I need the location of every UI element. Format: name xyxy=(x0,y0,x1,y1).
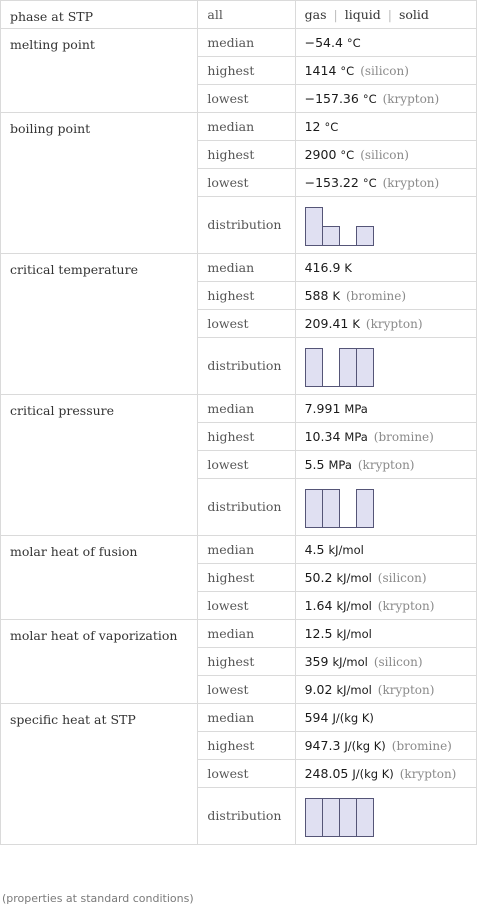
property-name: melting point xyxy=(10,37,95,52)
stat-value-cell xyxy=(295,732,476,760)
histogram-svg xyxy=(305,798,375,838)
stat-value: 10.34 xyxy=(304,429,341,444)
stat-unit: kJ/mol xyxy=(332,655,368,669)
stat-label: median xyxy=(207,260,255,275)
stat-value-cell xyxy=(295,592,476,620)
stat-value-cell xyxy=(295,282,476,310)
stat-value: 416.9 xyxy=(304,260,341,275)
stat-value-cell xyxy=(295,536,476,564)
stat-note: (krypton) xyxy=(365,317,423,331)
stat-note: (krypton) xyxy=(377,683,435,697)
property-name: molar heat of fusion xyxy=(10,544,138,559)
stat-label-cell xyxy=(198,197,295,254)
stat-note: (krypton) xyxy=(377,599,435,613)
property-name-cell xyxy=(1,704,198,845)
stat-value: 50.2 xyxy=(304,570,333,585)
histogram-bar xyxy=(305,208,322,246)
stat-unit: °C xyxy=(324,120,339,134)
stat-unit: K xyxy=(332,289,340,303)
stat-value-cell xyxy=(295,395,476,423)
stat-label: distribution xyxy=(207,217,282,232)
table-row xyxy=(1,620,477,648)
stat-note: (krypton) xyxy=(357,458,415,472)
stat-value: 5.5 xyxy=(304,457,325,472)
stat-unit: J/(kg K) xyxy=(344,739,386,753)
stat-value-cell xyxy=(295,760,476,788)
histogram-bar xyxy=(339,349,356,387)
histogram-svg xyxy=(305,348,375,388)
stat-label: lowest xyxy=(207,316,249,331)
histogram-svg xyxy=(305,207,375,247)
property-name: specific heat at STP xyxy=(10,712,136,727)
stat-label-cell xyxy=(198,760,295,788)
stat-unit: °C xyxy=(346,36,361,50)
stat-label: highest xyxy=(207,654,255,669)
property-name: boiling point xyxy=(10,121,91,136)
stat-label-cell xyxy=(198,282,295,310)
distribution-histogram xyxy=(305,348,467,388)
stat-label-cell xyxy=(198,479,295,536)
stat-label-cell xyxy=(198,564,295,592)
stat-label: lowest xyxy=(207,457,249,472)
stat-label: median xyxy=(207,542,255,557)
stat-note: (bromine) xyxy=(373,430,434,444)
stat-value: 248.05 xyxy=(304,766,349,781)
stat-label-cell xyxy=(198,254,295,282)
header-phases-cell xyxy=(295,1,476,29)
footnote: (properties at standard conditions) xyxy=(2,892,194,905)
stat-value-cell xyxy=(295,57,476,85)
histogram-cell xyxy=(295,197,476,254)
stat-unit: kJ/mol xyxy=(336,599,372,613)
stat-unit: kJ/mol xyxy=(336,683,372,697)
stat-value: 1414 xyxy=(304,63,337,78)
stat-label: distribution xyxy=(207,499,282,514)
stat-unit: K xyxy=(344,261,352,275)
stat-label-cell xyxy=(198,592,295,620)
stat-unit: °C xyxy=(340,148,355,162)
stat-value: −157.36 xyxy=(304,91,359,106)
stat-label-cell xyxy=(198,423,295,451)
stat-unit: J/(kg K) xyxy=(352,767,394,781)
stat-value: 1.64 xyxy=(304,598,333,613)
stat-unit: MPa xyxy=(344,402,368,416)
stat-label-cell xyxy=(198,310,295,338)
stat-value: 209.41 xyxy=(304,316,349,331)
property-name: critical temperature xyxy=(10,262,138,277)
histogram-bar xyxy=(356,227,373,246)
stat-value: 12.5 xyxy=(304,626,333,641)
stat-label-cell xyxy=(198,536,295,564)
histogram-bar xyxy=(322,227,339,246)
stat-note: (silicon) xyxy=(360,148,409,162)
stat-label: median xyxy=(207,401,255,416)
stat-label-cell xyxy=(198,704,295,732)
stat-value: 7.991 xyxy=(304,401,341,416)
header-all-cell xyxy=(198,1,295,29)
table-row xyxy=(1,536,477,564)
stat-note: (bromine) xyxy=(391,739,452,753)
histogram-bar xyxy=(356,490,373,528)
stat-value-cell xyxy=(295,113,476,141)
stat-note: (silicon) xyxy=(360,64,409,78)
histogram-bar xyxy=(305,799,322,837)
stat-label: highest xyxy=(207,63,255,78)
stat-value-cell xyxy=(295,141,476,169)
stat-label-cell xyxy=(198,85,295,113)
stat-value-cell xyxy=(295,564,476,592)
histogram-cell xyxy=(295,479,476,536)
stat-value: 588 xyxy=(304,288,329,303)
stat-value: 594 xyxy=(304,710,329,725)
stat-value: 947.3 xyxy=(304,738,341,753)
stat-unit: °C xyxy=(340,64,355,78)
stat-value-cell xyxy=(295,169,476,197)
phase-solid: solid xyxy=(398,7,429,22)
stat-value-cell xyxy=(295,254,476,282)
stat-value: 359 xyxy=(304,654,329,669)
stat-label-cell xyxy=(198,732,295,760)
stat-value: 9.02 xyxy=(304,682,333,697)
distribution-histogram xyxy=(305,207,467,247)
stat-unit: kJ/mol xyxy=(328,543,364,557)
stat-value-cell xyxy=(295,704,476,732)
header-phase-label: phase at STP xyxy=(10,9,94,24)
stat-value: −153.22 xyxy=(304,175,359,190)
stat-note: (bromine) xyxy=(346,289,407,303)
stat-note: (krypton) xyxy=(399,767,457,781)
stat-unit: MPa xyxy=(344,430,368,444)
stat-label: lowest xyxy=(207,91,249,106)
property-name-cell xyxy=(1,113,198,254)
stat-label-cell xyxy=(198,395,295,423)
property-name-cell xyxy=(1,29,198,113)
stat-label-cell xyxy=(198,676,295,704)
stat-note: (silicon) xyxy=(373,655,423,669)
stat-label-cell xyxy=(198,169,295,197)
distribution-histogram xyxy=(305,489,467,529)
property-name: critical pressure xyxy=(10,403,115,418)
stat-note: (krypton) xyxy=(382,176,440,190)
histogram-bar xyxy=(322,799,339,837)
stat-value: −54.4 xyxy=(304,35,343,50)
stat-label: lowest xyxy=(207,766,249,781)
table-row xyxy=(1,113,477,141)
stat-label: highest xyxy=(207,738,255,753)
histogram-bar xyxy=(356,349,373,387)
property-name: molar heat of vaporization xyxy=(10,628,178,643)
stat-label: highest xyxy=(207,288,255,303)
stat-label: highest xyxy=(207,147,255,162)
stat-label: distribution xyxy=(207,808,282,823)
phase-separator: | xyxy=(387,7,392,22)
stat-value-cell xyxy=(295,29,476,57)
histogram-cell xyxy=(295,788,476,845)
stat-unit: K xyxy=(352,317,360,331)
stat-value-cell xyxy=(295,310,476,338)
stat-label: median xyxy=(207,710,255,725)
stat-label-cell xyxy=(198,788,295,845)
stat-label: highest xyxy=(207,570,255,585)
histogram-bar xyxy=(305,349,322,387)
histogram-bar xyxy=(356,799,373,837)
stat-label: median xyxy=(207,35,255,50)
stat-label: lowest xyxy=(207,598,249,613)
stat-unit: MPa xyxy=(328,458,352,472)
table-row xyxy=(1,254,477,282)
table-row xyxy=(1,704,477,732)
stat-value-cell xyxy=(295,676,476,704)
property-name-cell xyxy=(1,395,198,536)
stat-label: median xyxy=(207,626,255,641)
phase-gas: gas xyxy=(304,7,327,22)
header-phase-cell xyxy=(1,1,198,29)
stat-unit: °C xyxy=(362,92,377,106)
stat-value: 12 xyxy=(304,119,321,134)
stat-note: (silicon) xyxy=(377,571,427,585)
phase-separator: | xyxy=(333,7,338,22)
stat-unit: kJ/mol xyxy=(336,571,372,585)
stat-unit: kJ/mol xyxy=(336,627,372,641)
property-name-cell xyxy=(1,536,198,620)
property-name-cell xyxy=(1,254,198,395)
stat-value-cell xyxy=(295,620,476,648)
stat-label-cell xyxy=(198,57,295,85)
histogram-bar xyxy=(339,799,356,837)
phase-liquid: liquid xyxy=(344,7,381,22)
stat-value: 4.5 xyxy=(304,542,325,557)
stat-value-cell xyxy=(295,451,476,479)
stat-label: distribution xyxy=(207,358,282,373)
stat-value-cell xyxy=(295,648,476,676)
distribution-histogram xyxy=(305,798,467,838)
stat-label-cell xyxy=(198,113,295,141)
stat-label: lowest xyxy=(207,682,249,697)
stat-label: lowest xyxy=(207,175,249,190)
header-all-label: all xyxy=(207,7,223,22)
stat-value-cell xyxy=(295,423,476,451)
stat-label-cell xyxy=(198,141,295,169)
stat-label-cell xyxy=(198,338,295,395)
table-row xyxy=(1,29,477,57)
stat-label: median xyxy=(207,119,255,134)
stat-value-cell xyxy=(295,85,476,113)
table-header-row xyxy=(1,1,477,29)
stat-value: 2900 xyxy=(304,147,337,162)
stat-label: highest xyxy=(207,429,255,444)
histogram-cell xyxy=(295,338,476,395)
histogram-bar xyxy=(322,490,339,528)
stat-label-cell xyxy=(198,648,295,676)
histogram-bar xyxy=(305,490,322,528)
table-row xyxy=(1,395,477,423)
histogram-svg xyxy=(305,489,375,529)
stat-note: (krypton) xyxy=(382,92,440,106)
stat-unit: J/(kg K) xyxy=(332,711,374,725)
property-name-cell xyxy=(1,620,198,704)
stat-label-cell xyxy=(198,620,295,648)
stat-unit: °C xyxy=(362,176,377,190)
stat-label-cell xyxy=(198,29,295,57)
stat-label-cell xyxy=(198,451,295,479)
